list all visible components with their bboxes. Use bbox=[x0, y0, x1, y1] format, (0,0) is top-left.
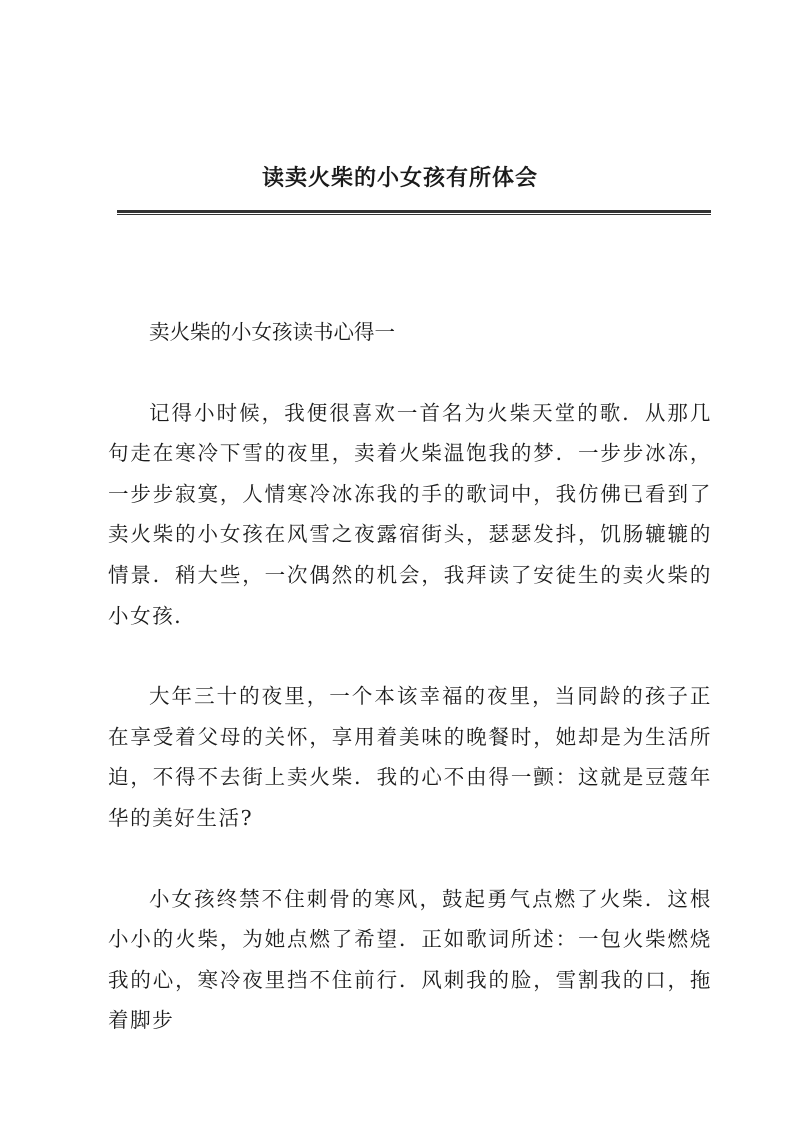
document-body bbox=[108, 312, 712, 1081]
paragraph-2: 大年三十的夜里，一个本该幸福的夜里，当同龄的孩子正在享受着父母的关怀，享用着美味的晚餐时，她却是为生活所迫，不得不去街上卖火柴．我的心不由得一颤：这就是豆蔻年华的美好生活? bbox=[108, 684, 712, 830]
title-divider bbox=[117, 210, 711, 215]
paragraph-3: 小女孩终禁不住刺骨的寒风，鼓起勇气点燃了火柴．这根小小的火柴，为她点燃了希望．正如歌词所述：一包火柴燃烧我的心，寒冷夜里挡不住前行．风刺我的脸，雪割我的口，拖着脚步 bbox=[108, 886, 712, 1033]
section-heading: 卖火柴的小女孩读书心得一 bbox=[149, 320, 395, 344]
document-title: 读卖火柴的小女孩有所体会 bbox=[261, 165, 538, 191]
paragraph-1: 记得小时候，我便很喜欢一首名为火柴天堂的歌．从那几句走在寒冷下雪的夜里，卖着火柴温饱我的梦．一步步冰冻，一步步寂寞，人情寒冷冰冻我的手的歌词中，我仿佛已看到了卖火柴的小女孩在风雪之夜露宿街头，瑟瑟发抖，饥肠辘辘的情景．稍大些，一次偶然的机会，我拜读了安徒生的卖火柴的小女孩． bbox=[108, 400, 712, 628]
